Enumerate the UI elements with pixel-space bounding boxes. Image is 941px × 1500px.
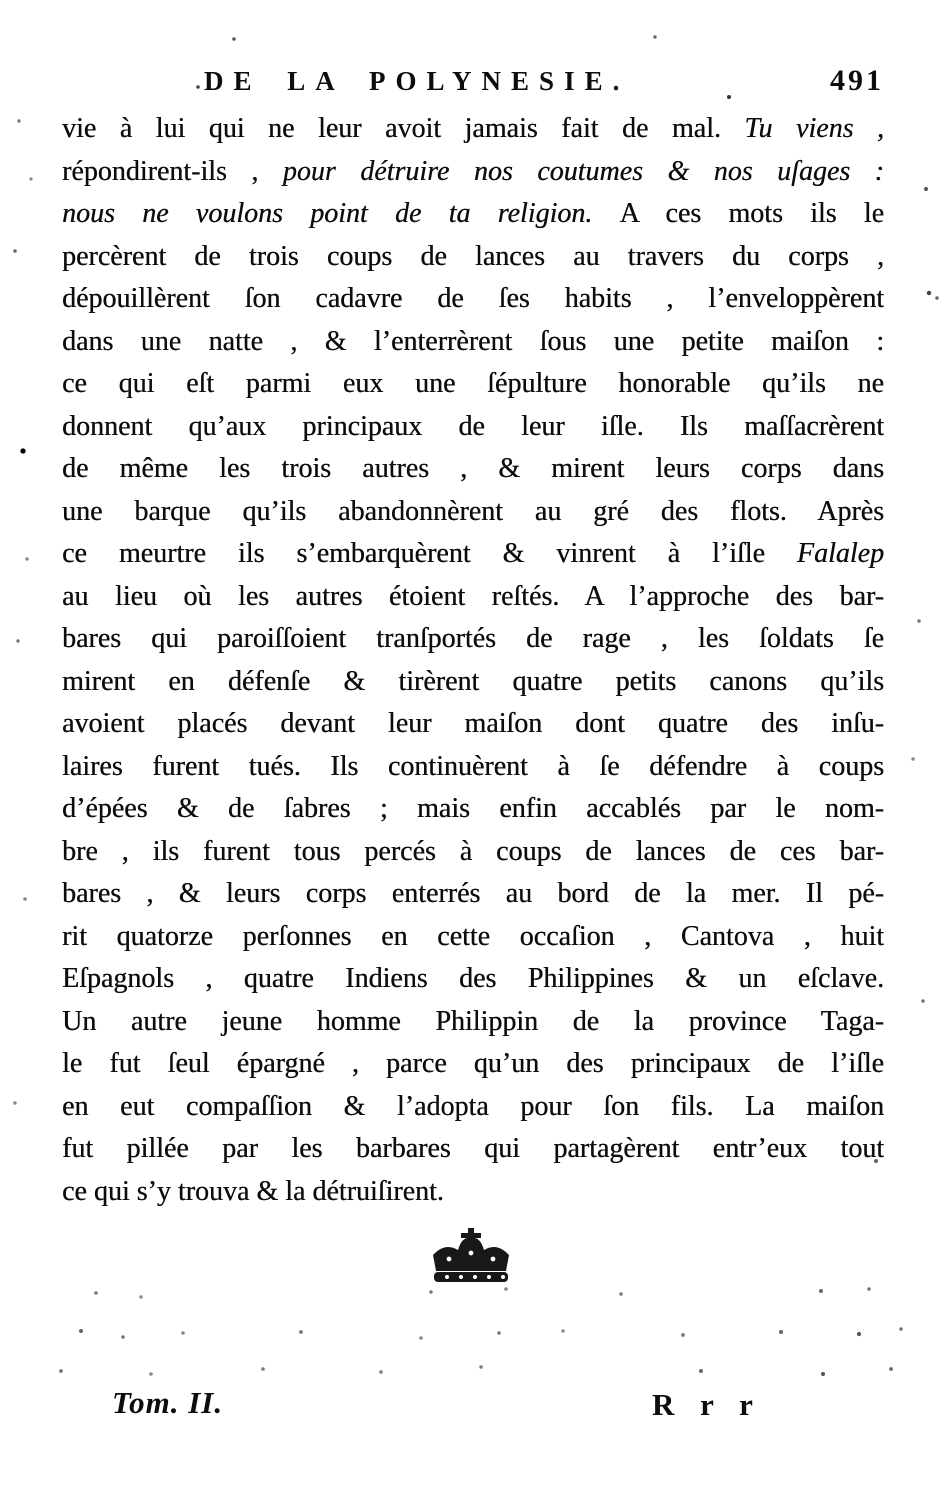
text-line (62, 1171, 884, 1214)
roman-text: Un autre jeune homme Philippin de la province Taga- (62, 1005, 884, 1037)
text-line (62, 278, 884, 321)
italic-text: nous ne voulons point de ta religion. (62, 198, 620, 229)
text-line (62, 746, 884, 789)
text-line (62, 576, 884, 619)
text-line (62, 1086, 884, 1129)
text-line (62, 873, 884, 916)
roman-text: mirent en défenſe & tirèrent quatre petits canons qu’ils (62, 665, 884, 697)
text-line (62, 236, 884, 279)
roman-text: une barque qu’ils abandonnèrent au gré des flots. Après (62, 495, 884, 527)
crown-icon (425, 1228, 517, 1286)
text-line (62, 448, 884, 491)
roman-text: bre , ils furent tous percés à coups de lances de ces bar- (62, 835, 884, 867)
roman-text: vie à lui qui ne leur avoit jamais fait de mal. (62, 113, 745, 144)
italic-text: Falalep (796, 538, 884, 569)
roman-text: le fut ſeul épargné , parce qu’un des principaux de l’iſle (62, 1048, 884, 1079)
text-line (62, 1128, 884, 1171)
running-title: DE LA POLYNESIE. (204, 66, 630, 96)
roman-text: en eut compaſſion & l’adopta pour ſon fils. La maiſon (62, 1090, 884, 1122)
text-line (62, 108, 884, 151)
roman-text: A ces mots ils le (619, 198, 884, 229)
italic-text: Tu viens , (744, 113, 884, 144)
text-line (62, 831, 884, 874)
text-line (62, 916, 884, 959)
text-line (62, 406, 884, 449)
crown-ornament (0, 1228, 941, 1291)
roman-text: ce meurtre ils s’embarquèrent & vinrent à l’iſle (62, 538, 797, 569)
roman-text: laires furent tués. Ils continuèrent à ſe défendre à coups (62, 750, 884, 782)
scan-noise (0, 0, 2, 2)
roman-text: Eſpagnols , quatre Indiens des Philippines & un eſclave. (62, 963, 884, 994)
roman-text: bares , & leurs corps enterrés au bord de la mer. Il pé- (62, 878, 884, 909)
roman-text: répondirent-ils , (62, 155, 283, 187)
text-line (62, 363, 884, 406)
page-number: 491 (830, 64, 884, 97)
signature-mark: R r r (652, 1387, 762, 1422)
roman-text: ce qui eſt parmi eux une ſépulture honorable qu’ils ne (62, 368, 884, 399)
text-line (62, 703, 884, 746)
text-line (62, 491, 884, 534)
text-line (62, 533, 884, 576)
text-line (62, 788, 884, 831)
roman-text: au lieu où les autres étoient reſtés. A l’approche des bar- (62, 580, 884, 612)
roman-text: percèrent de trois coups de lances au travers du corps , (62, 240, 884, 272)
text-line (62, 321, 884, 364)
text-line (62, 193, 884, 236)
text-line (62, 661, 884, 704)
roman-text: d’épées & de ſabres ; mais enfin accablés par le nom- (62, 793, 884, 824)
roman-text: bares qui paroiſſoient tranſportés de rage , les ſoldats ſe (62, 623, 884, 654)
tome-label: Tom. II. (112, 1385, 224, 1420)
roman-text: dépouillèrent ſon cadavre de ſes habits , l’enveloppèrent (62, 283, 884, 314)
text-line (62, 1001, 884, 1044)
text-line (62, 1043, 884, 1086)
roman-text: fut pillée par les barbares qui partagèrent entr’eux tout (62, 1133, 884, 1164)
roman-text: de même les trois autres , & mirent leurs corps dans (62, 453, 884, 484)
roman-text: avoient placés devant leur maiſon dont quatre des inſu- (62, 708, 884, 739)
page-body (62, 108, 884, 1213)
roman-text: rit quatorze perſonnes en cette occaſion , Cantova , huit (62, 920, 884, 952)
roman-text: donnent qu’aux principaux de leur iſle. Ils maſſacrèrent (62, 410, 884, 442)
text-line (62, 618, 884, 661)
italic-text: pour détruire nos coutumes & nos uſages : (282, 155, 884, 187)
roman-text: dans une natte , & l’enterrèrent ſous une petite maiſon : (62, 325, 884, 357)
roman-text: ce qui s’y trouva & la détruiſirent. (62, 1175, 444, 1207)
page-header (62, 64, 884, 98)
text-line (62, 958, 884, 1001)
text-line (62, 151, 884, 194)
